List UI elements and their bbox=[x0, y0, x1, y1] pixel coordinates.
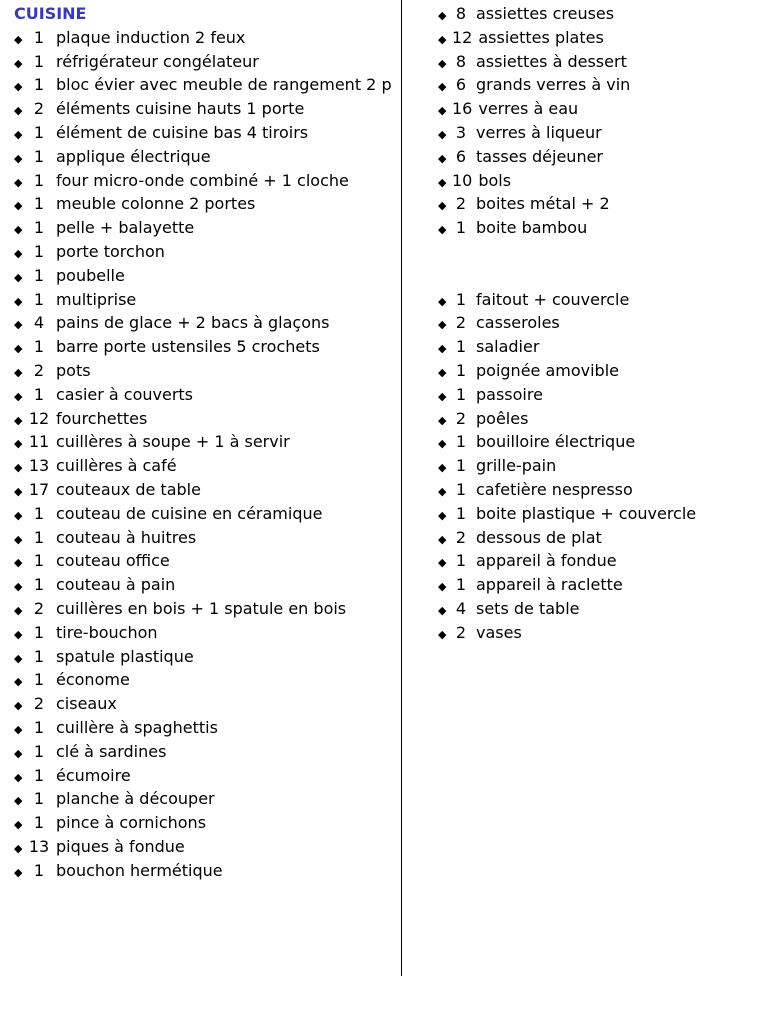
item-quantity: 1 bbox=[455, 432, 467, 452]
item-quantity: 1 bbox=[33, 670, 45, 690]
diamond-bullet-icon: ◆ bbox=[438, 56, 447, 70]
list-item bbox=[438, 526, 758, 550]
diamond-bullet-icon: ◆ bbox=[14, 175, 23, 189]
diamond-bullet-icon: ◆ bbox=[14, 437, 23, 451]
item-label: dessous de plat bbox=[476, 527, 602, 547]
diamond-bullet-icon: ◆ bbox=[438, 294, 447, 308]
diamond-bullet-icon: ◆ bbox=[438, 556, 447, 570]
item-label: économe bbox=[56, 670, 130, 690]
diamond-bullet-icon: ◆ bbox=[438, 484, 447, 498]
diamond-bullet-icon: ◆ bbox=[14, 794, 23, 808]
item-quantity: 2 bbox=[33, 99, 45, 119]
list-item bbox=[438, 502, 758, 526]
list-item bbox=[438, 359, 758, 383]
item-quantity: 13 bbox=[28, 836, 50, 856]
item-quantity: 2 bbox=[455, 194, 467, 214]
item-label: assiettes creuses bbox=[476, 4, 615, 23]
item-quantity: 6 bbox=[455, 146, 467, 166]
diamond-bullet-icon: ◆ bbox=[14, 389, 23, 403]
right-column bbox=[438, 2, 758, 645]
list-item bbox=[438, 311, 758, 335]
item-quantity: 1 bbox=[33, 218, 45, 238]
item-label: boite bambou bbox=[476, 218, 588, 238]
diamond-bullet-icon: ◆ bbox=[438, 413, 447, 427]
item-quantity: 4 bbox=[33, 313, 45, 333]
item-quantity: 2 bbox=[33, 694, 45, 714]
list-item bbox=[438, 597, 758, 621]
item-quantity: 3 bbox=[455, 122, 467, 142]
diamond-bullet-icon: ◆ bbox=[438, 389, 447, 403]
diamond-bullet-icon: ◆ bbox=[14, 675, 23, 689]
item-quantity: 1 bbox=[33, 170, 45, 190]
diamond-bullet-icon: ◆ bbox=[438, 104, 447, 118]
diamond-bullet-icon: ◆ bbox=[14, 151, 23, 165]
diamond-bullet-icon: ◆ bbox=[14, 246, 23, 260]
item-label: grands verres à vin bbox=[476, 75, 631, 95]
list-item bbox=[14, 764, 394, 788]
item-label: boite plastique + couvercle bbox=[476, 503, 697, 523]
diamond-bullet-icon: ◆ bbox=[438, 80, 447, 94]
diamond-bullet-icon: ◆ bbox=[14, 223, 23, 237]
list-item bbox=[14, 240, 394, 264]
item-quantity: 1 bbox=[33, 75, 45, 95]
item-label: couteau office bbox=[56, 551, 170, 571]
item-quantity: 1 bbox=[455, 218, 467, 238]
item-quantity: 1 bbox=[33, 765, 45, 785]
list-item bbox=[14, 407, 394, 431]
item-quantity: 1 bbox=[455, 384, 467, 404]
item-quantity: 1 bbox=[33, 813, 45, 833]
item-quantity: 1 bbox=[33, 384, 45, 404]
item-label: fourchettes bbox=[56, 408, 148, 428]
item-label: pains de glace + 2 bacs à glaçons bbox=[56, 313, 330, 333]
item-quantity: 1 bbox=[33, 622, 45, 642]
group-spacer bbox=[438, 240, 758, 288]
item-label: cuillère à spaghettis bbox=[56, 717, 218, 737]
list-item bbox=[14, 145, 394, 169]
item-label: appareil à raclette bbox=[476, 575, 623, 595]
diamond-bullet-icon: ◆ bbox=[438, 437, 447, 451]
item-label: cuillères en bois + 1 spatule en bois bbox=[56, 598, 347, 618]
item-quantity: 1 bbox=[33, 646, 45, 666]
item-label: pelle + balayette bbox=[56, 218, 195, 238]
item-label: bols bbox=[478, 170, 512, 190]
list-item bbox=[438, 288, 758, 312]
list-item bbox=[438, 73, 758, 97]
list-item bbox=[14, 549, 394, 573]
item-quantity: 1 bbox=[33, 741, 45, 761]
item-label: cuillères à café bbox=[56, 456, 177, 476]
diamond-bullet-icon: ◆ bbox=[438, 9, 447, 22]
item-quantity: 1 bbox=[33, 194, 45, 214]
section-heading: CUISINE bbox=[14, 4, 87, 23]
item-label: couteau de cuisine en céramique bbox=[56, 503, 323, 523]
diamond-bullet-icon: ◆ bbox=[14, 818, 23, 832]
item-label: appareil à fondue bbox=[476, 551, 617, 571]
list-item bbox=[438, 335, 758, 359]
diamond-bullet-icon: ◆ bbox=[438, 151, 447, 165]
diamond-bullet-icon: ◆ bbox=[14, 270, 23, 284]
item-label: piques à fondue bbox=[56, 836, 185, 856]
item-quantity: 2 bbox=[33, 360, 45, 380]
diamond-bullet-icon: ◆ bbox=[438, 318, 447, 332]
item-quantity: 2 bbox=[455, 408, 467, 428]
list-item bbox=[14, 192, 394, 216]
diamond-bullet-icon: ◆ bbox=[14, 580, 23, 594]
item-label: vases bbox=[476, 622, 522, 642]
item-label: réfrigérateur congélateur bbox=[56, 51, 259, 71]
item-label: four micro-onde combiné + 1 cloche bbox=[56, 170, 349, 190]
item-quantity: 8 bbox=[455, 4, 467, 23]
diamond-bullet-icon: ◆ bbox=[14, 56, 23, 70]
item-label: saladier bbox=[476, 337, 540, 357]
diamond-bullet-icon: ◆ bbox=[14, 413, 23, 427]
item-label: assiettes à dessert bbox=[476, 51, 627, 71]
list-item bbox=[14, 835, 394, 859]
list-item bbox=[14, 645, 394, 669]
list-item bbox=[438, 2, 758, 26]
item-quantity: 16 bbox=[452, 99, 473, 119]
item-label: poignée amovible bbox=[476, 360, 619, 380]
list-item bbox=[14, 692, 394, 716]
diamond-bullet-icon: ◆ bbox=[14, 556, 23, 570]
diamond-bullet-icon: ◆ bbox=[438, 365, 447, 379]
item-quantity: 2 bbox=[455, 527, 467, 547]
item-label: multiprise bbox=[56, 289, 137, 309]
list-item bbox=[14, 430, 394, 454]
item-label: éléments cuisine hauts 1 porte bbox=[56, 99, 305, 119]
diamond-bullet-icon: ◆ bbox=[14, 770, 23, 784]
item-label: grille-pain bbox=[476, 456, 557, 476]
diamond-bullet-icon: ◆ bbox=[438, 127, 447, 141]
item-label: ciseaux bbox=[56, 694, 117, 714]
left-column bbox=[14, 2, 394, 882]
item-label: barre porte ustensiles 5 crochets bbox=[56, 337, 320, 357]
item-label: cafetière nespresso bbox=[476, 479, 633, 499]
item-quantity: 1 bbox=[455, 479, 467, 499]
diamond-bullet-icon: ◆ bbox=[438, 32, 447, 46]
item-quantity: 8 bbox=[455, 51, 467, 71]
item-label: casier à couverts bbox=[56, 384, 194, 404]
item-quantity: 1 bbox=[33, 551, 45, 571]
diamond-bullet-icon: ◆ bbox=[14, 746, 23, 760]
item-quantity: 1 bbox=[33, 860, 45, 880]
item-quantity: 1 bbox=[33, 51, 45, 71]
list-item bbox=[14, 121, 394, 145]
diamond-bullet-icon: ◆ bbox=[14, 865, 23, 879]
diamond-bullet-icon: ◆ bbox=[438, 175, 447, 189]
diamond-bullet-icon: ◆ bbox=[438, 603, 447, 617]
item-label: pince à cornichons bbox=[56, 813, 207, 833]
list-item bbox=[438, 216, 758, 240]
list-item bbox=[14, 264, 394, 288]
item-label: assiettes plates bbox=[478, 27, 604, 47]
diamond-bullet-icon: ◆ bbox=[438, 508, 447, 522]
item-label: poubelle bbox=[56, 265, 125, 285]
list-item bbox=[438, 192, 758, 216]
diamond-bullet-icon: ◆ bbox=[438, 627, 447, 641]
list-item bbox=[438, 145, 758, 169]
item-label: bouilloire électrique bbox=[476, 432, 636, 452]
diamond-bullet-icon: ◆ bbox=[14, 294, 23, 308]
list-item bbox=[14, 454, 394, 478]
item-quantity: 1 bbox=[33, 575, 45, 595]
item-quantity: 2 bbox=[455, 622, 467, 642]
diamond-bullet-icon: ◆ bbox=[14, 603, 23, 617]
list-item bbox=[14, 383, 394, 407]
item-label: casseroles bbox=[476, 313, 560, 333]
list-item bbox=[14, 740, 394, 764]
list-item bbox=[14, 811, 394, 835]
list-item bbox=[14, 97, 394, 121]
diamond-bullet-icon: ◆ bbox=[14, 365, 23, 379]
list-item bbox=[14, 526, 394, 550]
list-item bbox=[14, 787, 394, 811]
item-quantity: 12 bbox=[452, 27, 473, 47]
item-quantity: 2 bbox=[455, 313, 467, 333]
list-item bbox=[438, 169, 758, 193]
diamond-bullet-icon: ◆ bbox=[438, 580, 447, 594]
item-label: porte torchon bbox=[56, 241, 165, 261]
list-item bbox=[14, 668, 394, 692]
list-item bbox=[438, 97, 758, 121]
diamond-bullet-icon: ◆ bbox=[14, 342, 23, 356]
item-label: sets de table bbox=[476, 598, 580, 618]
item-quantity: 1 bbox=[33, 289, 45, 309]
item-label: spatule plastique bbox=[56, 646, 194, 666]
item-quantity: 2 bbox=[33, 598, 45, 618]
item-label: plaque induction 2 feux bbox=[56, 27, 246, 47]
item-label: verres à liqueur bbox=[476, 122, 602, 142]
diamond-bullet-icon: ◆ bbox=[14, 127, 23, 141]
list-item bbox=[438, 121, 758, 145]
item-label: bouchon hermétique bbox=[56, 860, 223, 880]
diamond-bullet-icon: ◆ bbox=[14, 461, 23, 475]
item-label: cuillères à soupe + 1 à servir bbox=[56, 432, 290, 452]
list-item bbox=[14, 716, 394, 740]
list-item bbox=[14, 26, 394, 50]
item-quantity: 1 bbox=[33, 789, 45, 809]
list-item bbox=[438, 26, 758, 50]
item-label: poêles bbox=[476, 408, 529, 428]
diamond-bullet-icon: ◆ bbox=[14, 627, 23, 641]
column-divider bbox=[401, 0, 402, 976]
item-quantity: 1 bbox=[33, 27, 45, 47]
item-quantity: 1 bbox=[455, 360, 467, 380]
item-label: tasses déjeuner bbox=[476, 146, 604, 166]
item-label: meuble colonne 2 portes bbox=[56, 194, 256, 214]
item-label: écumoire bbox=[56, 765, 131, 785]
diamond-bullet-icon: ◆ bbox=[14, 104, 23, 118]
diamond-bullet-icon: ◆ bbox=[438, 461, 447, 475]
item-quantity: 1 bbox=[33, 503, 45, 523]
item-quantity: 1 bbox=[455, 551, 467, 571]
list-item bbox=[438, 549, 758, 573]
item-quantity: 1 bbox=[455, 337, 467, 357]
diamond-bullet-icon: ◆ bbox=[14, 484, 23, 498]
diamond-bullet-icon: ◆ bbox=[14, 199, 23, 213]
item-quantity: 6 bbox=[455, 75, 467, 95]
diamond-bullet-icon: ◆ bbox=[14, 80, 23, 94]
item-label: élément de cuisine bas 4 tiroirs bbox=[56, 122, 309, 142]
item-quantity: 1 bbox=[33, 241, 45, 261]
item-quantity: 1 bbox=[33, 717, 45, 737]
item-quantity: 1 bbox=[455, 456, 467, 476]
item-label: couteau à pain bbox=[56, 575, 176, 595]
list-item bbox=[14, 359, 394, 383]
list-item bbox=[14, 621, 394, 645]
list-item bbox=[14, 502, 394, 526]
diamond-bullet-icon: ◆ bbox=[14, 722, 23, 736]
item-label: pots bbox=[56, 360, 91, 380]
item-label: clé à sardines bbox=[56, 741, 167, 761]
item-quantity: 1 bbox=[33, 337, 45, 357]
item-label: boites métal + 2 bbox=[476, 194, 610, 214]
diamond-bullet-icon: ◆ bbox=[14, 532, 23, 546]
list-item bbox=[438, 383, 758, 407]
list-item bbox=[14, 859, 394, 883]
list-item bbox=[14, 311, 394, 335]
item-label: tire-bouchon bbox=[56, 622, 158, 642]
list-item bbox=[14, 335, 394, 359]
item-label: faitout + couvercle bbox=[476, 289, 630, 309]
item-quantity: 4 bbox=[455, 598, 467, 618]
item-label: bloc évier avec meuble de rangement 2 p bbox=[56, 75, 392, 95]
list-item bbox=[438, 621, 758, 645]
item-label: applique électrique bbox=[56, 146, 211, 166]
item-label: verres à eau bbox=[478, 99, 579, 119]
list-item bbox=[14, 288, 394, 312]
diamond-bullet-icon: ◆ bbox=[14, 508, 23, 522]
diamond-bullet-icon: ◆ bbox=[438, 199, 447, 213]
item-quantity: 1 bbox=[33, 122, 45, 142]
list-item bbox=[14, 216, 394, 240]
diamond-bullet-icon: ◆ bbox=[438, 223, 447, 237]
diamond-bullet-icon: ◆ bbox=[438, 342, 447, 356]
diamond-bullet-icon: ◆ bbox=[14, 651, 23, 665]
item-label: passoire bbox=[476, 384, 543, 404]
list-item bbox=[438, 407, 758, 431]
item-quantity: 1 bbox=[33, 527, 45, 547]
item-label: couteaux de table bbox=[56, 479, 201, 499]
list-item bbox=[14, 478, 394, 502]
item-quantity: 10 bbox=[452, 170, 473, 190]
item-quantity: 11 bbox=[28, 432, 50, 452]
diamond-bullet-icon: ◆ bbox=[438, 532, 447, 546]
list-item bbox=[438, 573, 758, 597]
item-quantity: 1 bbox=[33, 146, 45, 166]
item-quantity: 13 bbox=[28, 456, 50, 476]
item-quantity: 1 bbox=[455, 575, 467, 595]
list-item bbox=[438, 50, 758, 74]
item-label: planche à découper bbox=[56, 789, 215, 809]
list-item bbox=[438, 430, 758, 454]
diamond-bullet-icon: ◆ bbox=[14, 318, 23, 332]
item-quantity: 1 bbox=[455, 289, 467, 309]
list-item bbox=[438, 454, 758, 478]
list-item bbox=[14, 50, 394, 74]
item-quantity: 1 bbox=[33, 265, 45, 285]
item-label: couteau à huitres bbox=[56, 527, 197, 547]
item-quantity: 1 bbox=[455, 503, 467, 523]
diamond-bullet-icon: ◆ bbox=[14, 32, 23, 46]
list-item bbox=[14, 73, 394, 97]
item-quantity: 12 bbox=[28, 408, 50, 428]
diamond-bullet-icon: ◆ bbox=[14, 699, 23, 713]
list-item bbox=[14, 169, 394, 193]
list-item bbox=[14, 573, 394, 597]
list-item bbox=[438, 478, 758, 502]
list-item bbox=[14, 597, 394, 621]
item-quantity: 17 bbox=[28, 479, 50, 499]
diamond-bullet-icon: ◆ bbox=[14, 841, 23, 855]
